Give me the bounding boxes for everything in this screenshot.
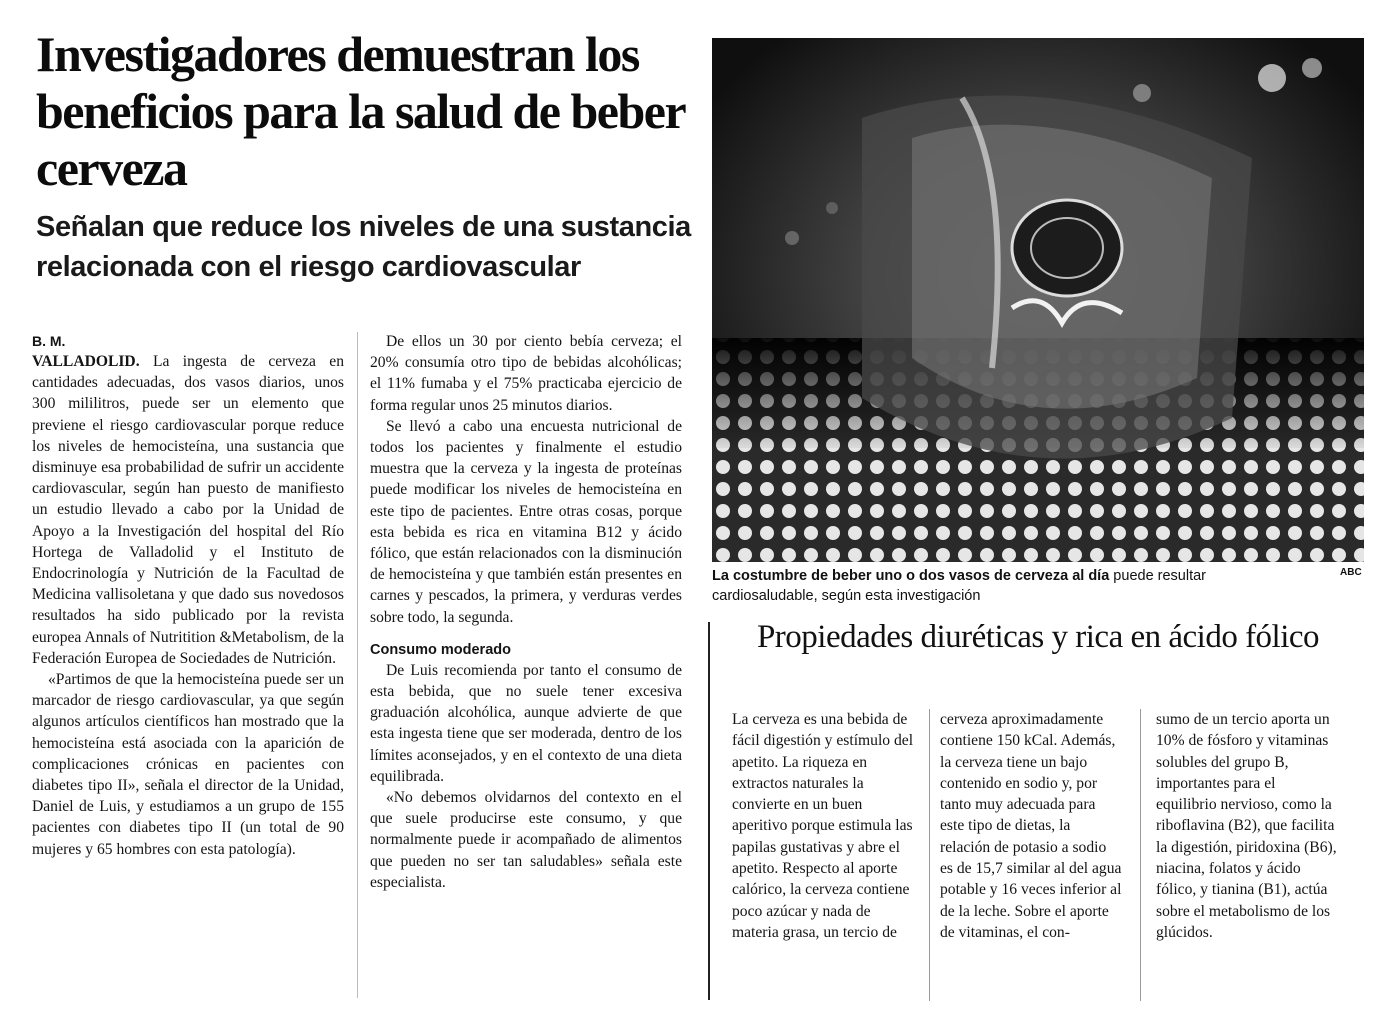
paragraph-1 bbox=[32, 351, 344, 669]
paragraph-1-text: La ingesta de cerveza en cantidades adecuadas, dos vasos diarios, unos 300 mililitros, puede ser un elemento que previene el riesgo cardiovascular porque reduce los niveles de hemocisteína, una sustancia que disminuye esa probabilidad de sufrir un accidente cardiovascular, según han puesto de manifiesto un estudio llevado a cabo por la Unidad de Apoyo a la Investigación del hospital del Río Hortega de Valladolid y el Instituto de Endocrinología y Nutrición de la Facultad de Medicina vallisoletana y que dado sus novedosos resultados ha sido publicado por la revista europea Annals of Nutritition &Metabolism, de la Federación Europea de Sociedades de Nutrición. bbox=[32, 353, 344, 667]
photo-caption bbox=[712, 566, 1312, 606]
beer-glass-illustration bbox=[712, 38, 1364, 562]
caption-bold: La costumbre de beber uno o dos vasos de cerveza al día bbox=[712, 568, 1110, 584]
sidebar-text-1: La cerveza es una bebida de fácil digestión y estímulo del apetito. La riqueza en extractos naturales la convierte en un buen aperitivo porque estimula las papilas gustativas y abre el apetito. Respecto al aporte calórico, la cerveza contiene poco azúcar y nada de materia grasa, un tercio de bbox=[732, 711, 914, 941]
paragraph-5: De Luis recomienda por tanto el consumo de esta bebida, que no suele tener excesiva graduación alcohólica, aunque advierte de que esta ingesta tiene que ser moderada, dentro de los límites aconsejados, y en el contexto de una dieta equilibrada. bbox=[370, 661, 682, 785]
paragraph-3: De ellos un 30 por ciento bebía cerveza; el 20% consumía otro tipo de bebidas alcohólicas; el 11% fumaba y el 75% practicaba ejercicio de forma regular unos 25 minutos diarios. bbox=[370, 333, 682, 414]
byline: B. M. bbox=[32, 333, 66, 349]
beer-glass-photo bbox=[712, 38, 1364, 562]
article-column-1 bbox=[32, 331, 344, 860]
photo-credit: ABC bbox=[1340, 567, 1362, 578]
sidebar-text-2: cerveza aproximadamente contiene 150 kCal. Además, la cerveza tiene un bajo contenido en sodio y, por tanto muy adecuada para este tipo de dietas, la relación de potasio a sodio es de 15,7 similar al del agua potable y 16 veces inferior al de la leche. Sobre el aporte de vitaminas, el con- bbox=[940, 711, 1122, 941]
sidebar-left-rule bbox=[708, 622, 710, 1000]
sidebar-title: Propiedades diuréticas y rica en ácido fólico bbox=[756, 619, 1320, 655]
caption-text: puede resultar cardiosaludable, según esta investigación bbox=[712, 568, 1207, 604]
sidebar-text-3: sumo de un tercio aporta un 10% de fósforo y vitaminas solubles del grupo B, importantes para el equilibrio nervioso, como la riboflavina (B2), que facilita la digestión, piridoxina (B6), niacina, folatos y ácido fólico, y tianina (B1), actúa sobre el metabolismo de los glúcidos. bbox=[1156, 711, 1337, 941]
paragraph-4: Se llevó a cabo una encuesta nutricional de todos los pacientes y finalmente el estudio muestra que la cerveza y la ingesta de proteínas puede modificar los niveles de hemocisteína en este tipo de pacientes. Entre otras cosas, porque esta bebida es rica en vitamina B12 y ácido fólico, que están relacionados con la disminución de hemocisteína y que también están presentes en carnes y pescados, la primera, y verduras verdes sobre todo, la segunda. bbox=[370, 417, 682, 626]
sidebar-column-3 bbox=[1156, 709, 1338, 943]
headline: Investigadores demuestran los beneficios para la salud de beber cerveza bbox=[36, 26, 685, 196]
sidebar-divider-1 bbox=[929, 709, 930, 1001]
sidebar-divider-2 bbox=[1140, 709, 1141, 1001]
paragraph-6: «No debemos olvidarnos del contexto en el que suele producirse este consumo, y que normalmente puede ir acompañado de alimentos que pueden no ser tan saludables» señala este especialista. bbox=[370, 789, 682, 891]
column-divider bbox=[357, 332, 358, 998]
section-title: Consumo moderado bbox=[370, 641, 511, 658]
sidebar-column-1 bbox=[732, 709, 914, 943]
article-column-2 bbox=[370, 331, 682, 893]
sidebar-column-2 bbox=[940, 709, 1122, 943]
paragraph-2: «Partimos de que la hemocisteína puede ser un marcador de riesgo cardiovascular, ya que según algunos artículos científicos han mostrado que la hemocisteína está asociada con la aparición de complicaciones crónicas en pacientes con diabetes tipo II», señala el director de la Unidad, Daniel de Luis, y estudiamos a un grupo de 155 pacientes con diabetes tipo II (un total de 90 mujeres y 65 hombres con esta patología). bbox=[32, 671, 344, 858]
dateline: VALLADOLID. bbox=[32, 353, 140, 370]
subheadline: Señalan que reduce los niveles de una sustancia relacionada con el riesgo cardiovascular bbox=[36, 211, 691, 283]
